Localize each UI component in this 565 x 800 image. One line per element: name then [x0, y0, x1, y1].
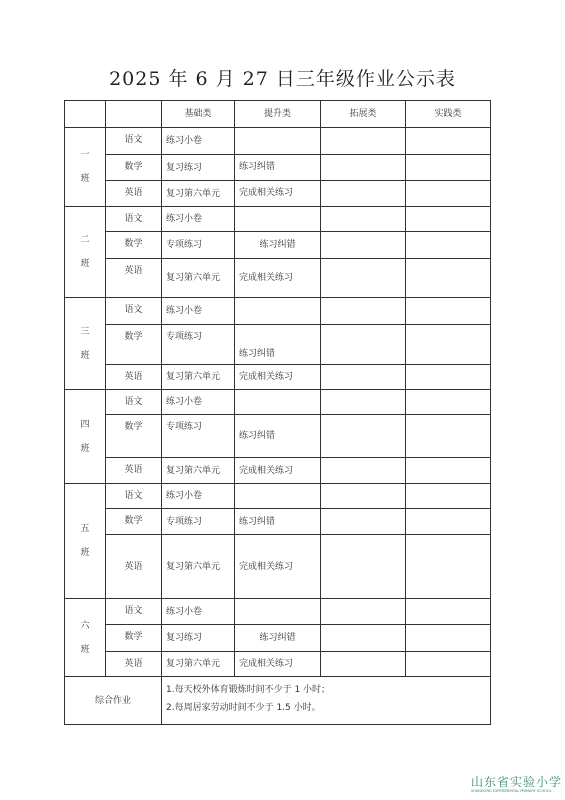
school-logo [471, 776, 563, 798]
class-3-english-improve: 完成相关练习 [235, 365, 321, 390]
cell-empty [406, 325, 491, 365]
class-4-chinese-basic: 练习小卷 [162, 390, 235, 415]
class-6-label: 六 班 [65, 599, 106, 677]
class-3-english-basic: 复习第六单元 [162, 365, 235, 390]
cell-empty [406, 625, 491, 652]
cell-empty [406, 128, 491, 155]
subject-english: 英语 [106, 535, 162, 599]
page-title: 2025 年 6 月 27 日三年级作业公示表 [109, 68, 456, 90]
cell-empty [406, 207, 491, 232]
class-1-english-improve: 完成相关练习 [235, 181, 321, 207]
cell-empty [321, 652, 406, 677]
class-3-label: 三 班 [65, 298, 106, 390]
class-5-chinese-improve [235, 484, 321, 509]
cell-empty [406, 181, 491, 207]
class-6-math-basic: 复习练习 [162, 625, 235, 652]
cell-empty [406, 509, 491, 535]
class-5-english-basic: 复习第六单元 [162, 535, 235, 599]
header-extend: 拓展类 [321, 101, 406, 128]
subject-chinese: 语文 [106, 484, 162, 509]
cell-empty [321, 484, 406, 509]
class-5-english-improve: 完成相关练习 [235, 535, 321, 599]
cell-empty [406, 259, 491, 298]
cell-empty [321, 415, 406, 458]
subject-chinese: 语文 [106, 390, 162, 415]
table-row [65, 232, 491, 259]
class-5-math-improve: 练习纠错 [235, 509, 321, 535]
subject-math: 数学 [106, 232, 162, 259]
cell-empty [406, 155, 491, 181]
table-row [65, 259, 491, 298]
header-row [65, 101, 491, 128]
cell-empty [321, 365, 406, 390]
header-subject-blank [106, 101, 162, 128]
header-basic: 基础类 [162, 101, 235, 128]
comprehensive-label: 综合作业 [65, 677, 162, 725]
comprehensive-row [65, 677, 491, 725]
table-row [65, 535, 491, 599]
cell-empty [321, 128, 406, 155]
class-3-chinese-improve [235, 298, 321, 325]
table-row [65, 484, 491, 509]
cell-empty [321, 325, 406, 365]
class-5-math-basic: 专项练习 [162, 509, 235, 535]
subject-chinese: 语文 [106, 128, 162, 155]
cell-empty [406, 599, 491, 625]
class-2-chinese-improve [235, 207, 321, 232]
header-practice: 实践类 [406, 101, 491, 128]
class-2-math-basic: 专项练习 [162, 232, 235, 259]
class-3-chinese-basic: 练习小卷 [162, 298, 235, 325]
subject-math: 数学 [106, 155, 162, 181]
cell-empty [321, 535, 406, 599]
school-logo-subtitle: SHANDONG EXPERIMENTAL PRIMARY SCHOOL [471, 789, 552, 793]
cell-empty [406, 390, 491, 415]
subject-math: 数学 [106, 509, 162, 535]
table-row [65, 365, 491, 390]
class-4-english-basic: 复习第六单元 [162, 458, 235, 484]
class-5-label: 五 班 [65, 484, 106, 599]
table-row [65, 458, 491, 484]
cell-empty [321, 298, 406, 325]
subject-math: 数学 [106, 625, 162, 652]
cell-empty [406, 298, 491, 325]
class-6-chinese-improve [235, 599, 321, 625]
header-corner [65, 101, 106, 128]
cell-empty [406, 484, 491, 509]
subject-english: 英语 [106, 458, 162, 484]
table-row [65, 415, 491, 458]
class-4-math-basic: 专项练习 [162, 415, 235, 458]
cell-empty [321, 625, 406, 652]
class-6-chinese-basic: 练习小卷 [162, 599, 235, 625]
table-row [65, 298, 491, 325]
class-5-chinese-basic: 练习小卷 [162, 484, 235, 509]
cell-empty [406, 652, 491, 677]
cell-empty [321, 181, 406, 207]
header-improve: 提升类 [235, 101, 321, 128]
school-logo-name: 山东省实验小学 [471, 775, 563, 789]
cell-empty [406, 535, 491, 599]
cell-empty [321, 599, 406, 625]
table-row [65, 509, 491, 535]
class-4-english-improve: 完成相关练习 [235, 458, 321, 484]
cell-empty [321, 232, 406, 259]
class-1-chinese-improve [235, 128, 321, 155]
comprehensive-item: 1.每天校外体育锻炼时间不少于 1 小时； [166, 685, 331, 695]
class-6-english-basic: 复习第六单元 [162, 652, 235, 677]
cell-empty [321, 259, 406, 298]
comprehensive-content [162, 677, 491, 725]
cell-empty [406, 415, 491, 458]
cell-empty [321, 509, 406, 535]
cell-empty [321, 458, 406, 484]
class-2-chinese-basic: 练习小卷 [162, 207, 235, 232]
subject-chinese: 语文 [106, 599, 162, 625]
class-4-label: 四 班 [65, 390, 106, 484]
class-1-math-improve: 练习纠错 [235, 155, 321, 181]
cell-empty [321, 207, 406, 232]
cell-empty [406, 232, 491, 259]
table-row [65, 599, 491, 625]
class-1-math-basic: 复习练习 [162, 155, 235, 181]
class-2-english-improve: 完成相关练习 [235, 259, 321, 298]
table-row [65, 155, 491, 181]
table-row [65, 652, 491, 677]
class-2-label: 二 班 [65, 207, 106, 298]
homework-table [64, 100, 491, 725]
cell-empty [406, 365, 491, 390]
subject-english: 英语 [106, 259, 162, 298]
cell-empty [406, 458, 491, 484]
class-2-math-improve: 练习纠错 [235, 232, 321, 259]
subject-chinese: 语文 [106, 207, 162, 232]
subject-math: 数学 [106, 415, 162, 458]
class-6-math-improve: 练习纠错 [235, 625, 321, 652]
class-3-math-improve: 练习纠错 [235, 325, 321, 365]
subject-math: 数学 [106, 325, 162, 365]
table-row [65, 181, 491, 207]
class-6-english-improve: 完成相关练习 [235, 652, 321, 677]
class-2-english-basic: 复习第六单元 [162, 259, 235, 298]
table-row [65, 325, 491, 365]
class-4-chinese-improve [235, 390, 321, 415]
comprehensive-item: 2.每周居家劳动时间不少于 1.5 小时。 [166, 703, 321, 713]
subject-english: 英语 [106, 652, 162, 677]
subject-english: 英语 [106, 181, 162, 207]
class-3-math-basic: 专项练习 [162, 325, 235, 365]
class-1-chinese-basic: 练习小卷 [162, 128, 235, 155]
class-4-math-improve: 练习纠错 [235, 415, 321, 458]
cell-empty [321, 155, 406, 181]
table-row [65, 390, 491, 415]
subject-english: 英语 [106, 365, 162, 390]
table-row [65, 128, 491, 155]
class-1-label: 一 班 [65, 128, 106, 207]
table-row [65, 207, 491, 232]
subject-chinese: 语文 [106, 298, 162, 325]
table-row [65, 625, 491, 652]
cell-empty [321, 390, 406, 415]
class-1-english-basic: 复习第六单元 [162, 181, 235, 207]
